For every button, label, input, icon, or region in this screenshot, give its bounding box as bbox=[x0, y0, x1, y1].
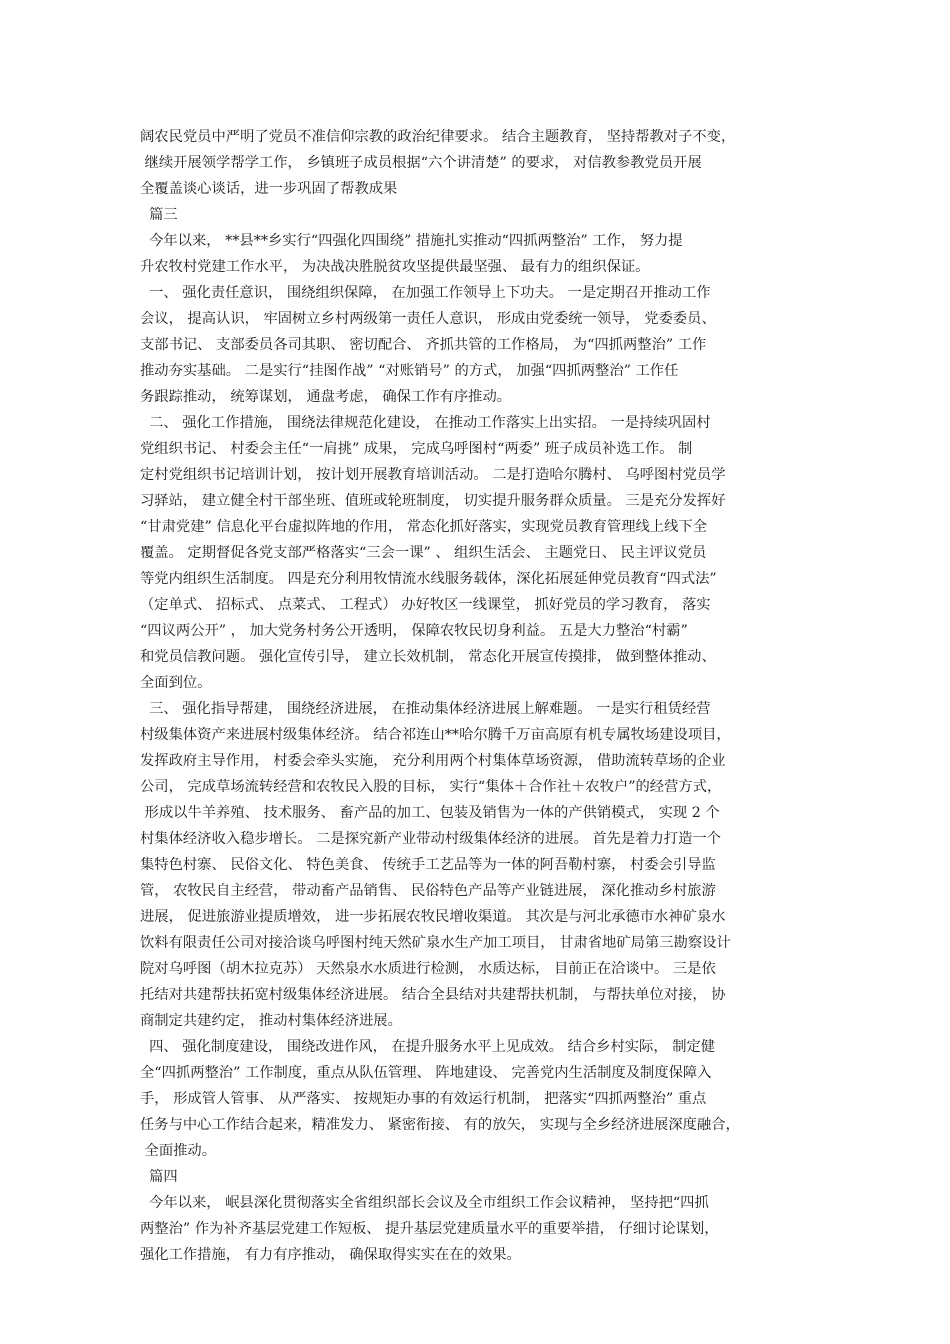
text-line: 手， 形成管人管事、 从严落实、 按规矩办事的有效运行机制， 把落实“四抓两整治” 重点 bbox=[140, 1091, 707, 1107]
text-line: 一、 强化责任意识， 围绕组织保障， 在加强工作领导上下功夫。 一是定期召开推动工作 bbox=[140, 285, 711, 301]
text-line: 全“四抓两整治” 工作制度，重点从队伍管理、 阵地建设、 完善党内生活制度及制度保障入 bbox=[140, 1065, 712, 1081]
text-line: 三、 强化指导帮建， 围绕经济进展， 在推动集体经济进展上解难题。 一是实行租赁经营 bbox=[140, 701, 711, 717]
document-body bbox=[140, 124, 820, 1268]
text-line: 阔农民党员中严明了党员不准信仰宗教的政治纪律要求。 结合主题教育， 坚持帮教对子不变， bbox=[140, 129, 736, 145]
text-line: 饮料有限责任公司对接洽谈乌呼图村纯天然矿泉水生产加工项目， 甘肃省地矿局第三勘察设计 bbox=[140, 935, 731, 951]
text-line: 党组织书记、 村委会主任“一肩挑” 成果， 完成乌呼图村“两委” 班子成员补选工作。 制 bbox=[140, 441, 693, 457]
section-heading: 篇四 bbox=[140, 1169, 178, 1185]
text-line: 今年以来， 岷县深化贯彻落实全省组织部长会议及全市组织工作会议精神， 坚持把“四抓 bbox=[140, 1195, 709, 1211]
text-line: 推动夯实基础。 二是实行“挂图作战” “对账销号” 的方式， 加强“四抓两整治” 工作任 bbox=[140, 363, 679, 379]
text-line: （定单式、 招标式、 点菜式、 工程式） 办好牧区一线课堂， 抓好党员的学习教育， 落实 bbox=[140, 597, 711, 613]
text-line: 继续开展领学帮学工作， 乡镇班子成员根据“六个讲清楚” 的要求， 对信教参教党员开展 bbox=[140, 155, 702, 171]
text-line: 覆盖。 定期督促各党支部严格落实“三会一课” 、 组织生活会、 主题党日、 民主评议党员 bbox=[140, 545, 707, 561]
text-line: 发挥政府主导作用， 村委会牵头实施， 充分利用两个村集体草场资源， 借助流转草场的企业 bbox=[140, 753, 726, 769]
text-line: 等党内组织生活制度。 四是充分利用牧情流水线服务载体，深化拓展延伸党员教育“四式法” bbox=[140, 571, 717, 587]
text-line: 全覆盖谈心谈话，进一步巩固了帮教成果 bbox=[140, 181, 398, 197]
text-line: 公司， 完成草场流转经营和农牧民入股的目标， 实行“集体＋合作社＋农牧户”的经营方式， bbox=[140, 779, 722, 795]
text-line: 全面到位。 bbox=[140, 675, 212, 691]
text-line: “四议两公开” ， 加大党务村务公开透明， 保障农牧民切身利益。 五是大力整治“村霸” bbox=[140, 623, 688, 639]
text-line: 两整治” 作为补齐基层党建工作短板、 提升基层党建质量水平的重要举措， 仔细讨论谋划， bbox=[140, 1221, 719, 1237]
text-line: 今年以来， **县**乡实行“四强化四围绕” 措施扎实推动“四抓两整治” 工作， 努力提 bbox=[140, 233, 683, 249]
section-heading: 篇三 bbox=[140, 207, 178, 223]
text-line: 会议， 提高认识， 牢固树立乡村两级第一责任人意识， 形成由党委统一领导， 党委委员、 bbox=[140, 311, 716, 327]
text-line: 支部书记、 支部委员各司其职、 密切配合、 齐抓共管的工作格局， 为“四抓两整治” 工作 bbox=[140, 337, 707, 353]
text-line: 集特色村寨、 民俗文化、 特色美食、 传统手工艺品等为一体的阿吾勒村寨， 村委会引导监 bbox=[140, 857, 716, 873]
text-line: 升农牧村党建工作水平， 为决战决胜脱贫攻坚提供最坚强、 最有力的组织保证。 bbox=[140, 259, 650, 275]
text-line: 定村党组织书记培训计划， 按计划开展教育培训活动。 二是打造哈尔腾村、 乌呼图村党员学 bbox=[140, 467, 726, 483]
text-line: 四、 强化制度建设， 围绕改进作风， 在提升服务水平上见成效。 结合乡村实际， 制定健 bbox=[140, 1039, 716, 1055]
text-line: 务跟踪推动， 统筹谋划， 通盘考虑， 确保工作有序推动。 bbox=[140, 389, 512, 405]
text-line: 村集体经济收入稳步增长。 二是探究新产业带动村级集体经济的进展。 首先是着力打造一个 bbox=[140, 831, 721, 847]
text-line: 托结对共建帮扶拓宽村级集体经济进展。 结合全县结对共建帮扶机制， 与帮扶单位对接， 协 bbox=[140, 987, 726, 1003]
text-line: “甘肃党建” 信息化平台虚拟阵地的作用， 常态化抓好落实，实现党员教育管理线上线下全 bbox=[140, 519, 707, 535]
text-line: 院对乌呼图（胡木拉克苏） 天然泉水水质进行检测， 水质达标， 目前正在洽谈中。 三是依 bbox=[140, 961, 716, 977]
text-line: 商制定共建约定， 推动村集体经济进展。 bbox=[140, 1013, 402, 1029]
text-line: 和党员信教问题。 强化宣传引导， 建立长效机制， 常态化开展宣传摸排， 做到整体推动、 bbox=[140, 649, 716, 665]
text-line: 进展， 促进旅游业提质增效， 进一步拓展农牧民增收渠道。 其次是与河北承德市水神矿泉水 bbox=[140, 909, 726, 925]
text-line: 全面推动。 bbox=[140, 1143, 217, 1159]
text-line: 管， 农牧民自主经营， 带动畜产品销售、 民俗特色产品等产业链进展， 深化推动乡村旅游 bbox=[140, 883, 716, 899]
text-line: 习驿站， 建立健全村干部坐班、值班或轮班制度， 切实提升服务群众质量。 三是充分发挥好 bbox=[140, 493, 726, 509]
text-line: 强化工作措施， 有力有序推动， 确保取得实实在在的效果。 bbox=[140, 1247, 521, 1263]
text-line: 村级集体资产来进展村级集体经济。 结合祁连山**哈尔腾千万亩高原有机专属牧场建设项目， bbox=[140, 727, 731, 743]
text-line: 二、 强化工作措施， 围绕法律规范化建设， 在推动工作落实上出实招。 一是持续巩固村 bbox=[140, 415, 711, 431]
text-line: 形成以牛羊养殖、 技术服务、 畜产品的加工、包装及销售为一体的产供销模式， 实现 2 个 bbox=[140, 805, 720, 821]
text-line: 任务与中心工作结合起来，精准发力、 紧密衔接、 有的放矢， 实现与全乡经济进展深度融合， bbox=[140, 1117, 740, 1133]
